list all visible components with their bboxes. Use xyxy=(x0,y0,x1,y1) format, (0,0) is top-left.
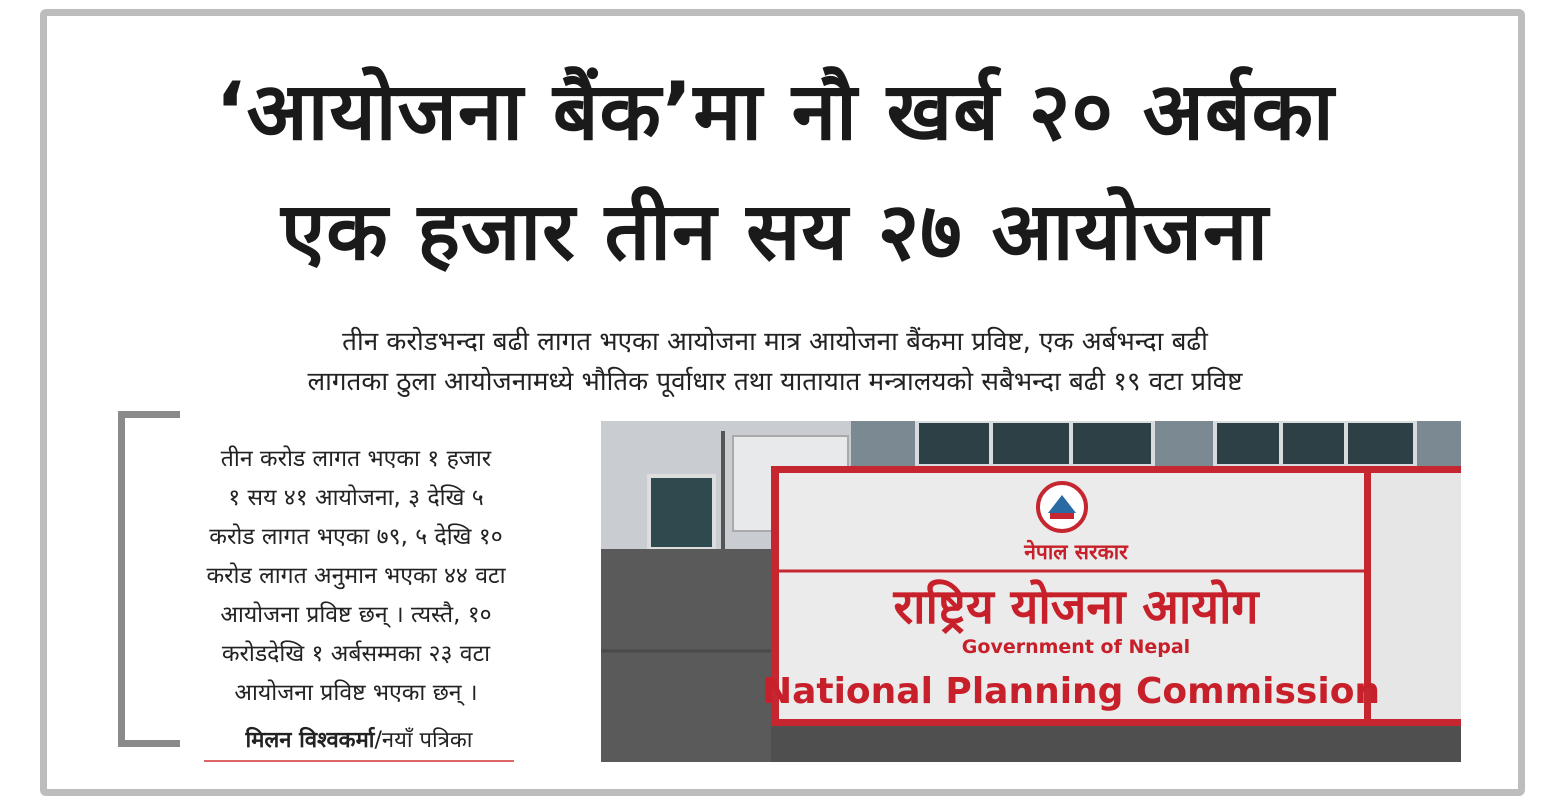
credit-separator: / xyxy=(374,728,382,753)
summary-line: तीन करोड लागत भएका १ हजार xyxy=(220,446,492,472)
deck-line-2: लागतका ठुला आयोजनामध्ये भौतिक पूर्वाधार तथा यातायात मन्त्रालयको सबैभन्दा बढी १९ वटा प्रविष्ट xyxy=(307,367,1243,397)
photo-author: मिलन विश्वकर्मा xyxy=(245,728,375,753)
summary-line: करोड लागत भएका ७९, ५ देखि १० xyxy=(209,524,503,550)
photo-source: नयाँ पत्रिका xyxy=(381,728,473,753)
summary-line: आयोजना प्रविष्ट छन् । त्यस्तै, १० xyxy=(220,602,492,628)
npc-photo xyxy=(601,421,1461,762)
nepal-emblem-icon xyxy=(1038,483,1086,531)
summary-line: करोडदेखि १ अर्बसम्मका २३ वटा xyxy=(221,641,491,667)
sign-commission-en: National Planning Commission xyxy=(761,671,1381,712)
summary-line: १ सय ४१ आयोजना, ३ देखि ५ xyxy=(228,485,484,511)
summary-line: करोड लागत अनुमान भएका ४४ वटा xyxy=(206,563,506,589)
npc-building-photo xyxy=(601,421,1461,762)
sign-gov-np: नेपाल सरकार xyxy=(1024,540,1128,564)
summary-box xyxy=(150,440,562,713)
deck-line-1: तीन करोडभन्दा बढी लागत भएका आयोजना मात्र आयोजना बैंकमा प्रविष्ट, एक अर्बभन्दा बढी xyxy=(342,327,1208,357)
summary-line: आयोजना प्रविष्ट भएका छन् । xyxy=(234,680,478,706)
sign-commission-np: राष्ट्रिय योजना आयोग xyxy=(893,579,1259,635)
headline-line-2: एक हजार तीन सय २७ आयोजना xyxy=(281,185,1269,278)
photo-credit xyxy=(204,724,514,762)
headline-line-1: ‘आयोजना बैंक’मा नौ खर्ब २० अर्बका xyxy=(215,65,1335,158)
sign-gov-en: Government of Nepal xyxy=(961,636,1191,658)
